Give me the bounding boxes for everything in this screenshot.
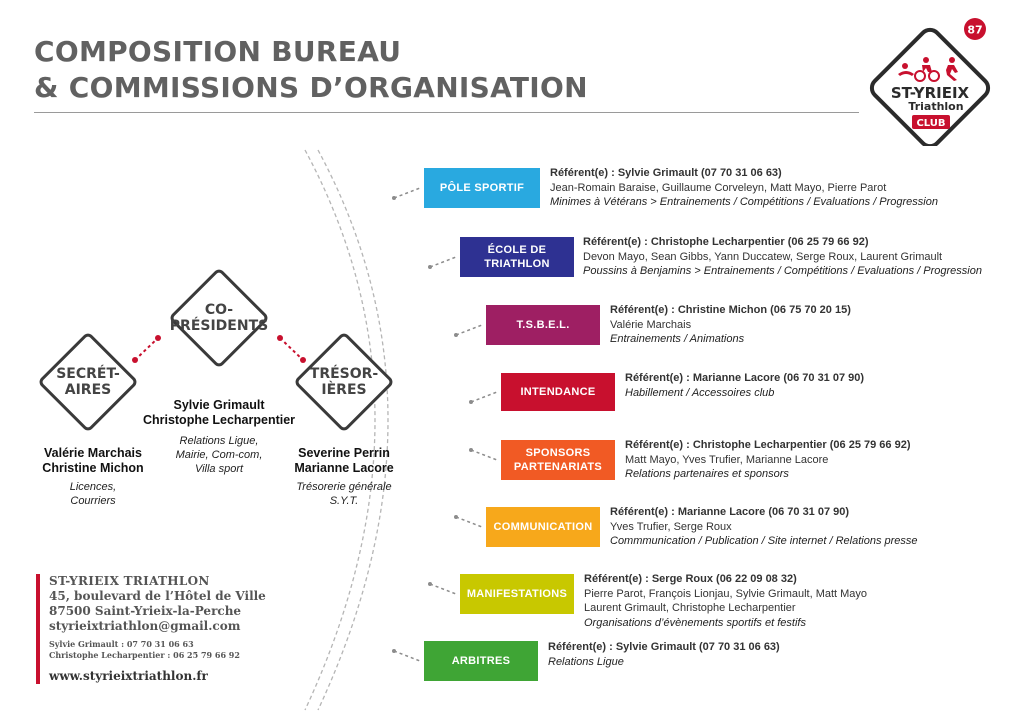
commission-members: Devon Mayo, Sean Gibbs, Yann Duccatew, Serge Roux, Laurent Grimault (583, 250, 943, 263)
commission-referent: Référent(e) : Christine Michon (06 75 70 20 15) (610, 304, 851, 316)
commission-duties: Relations Ligue (548, 655, 624, 668)
presidents-diamond (171, 270, 267, 366)
commission-connector-dot (454, 515, 458, 519)
page-title-line1: COMPOSITION BUREAU (34, 35, 402, 68)
commission-referent: Référent(e) : Marianne Lacore (06 70 31 07 90) (610, 506, 850, 518)
commission-box-tsbel (486, 305, 600, 345)
secretaries-label (40, 334, 136, 430)
commission-members-2: Laurent Grimault, Christophe Lecharpentier (584, 602, 796, 614)
commission-connector (394, 651, 420, 661)
commission-details-arbitres (548, 640, 780, 669)
presidents-duty-2: Mairie, Com-com, (175, 449, 263, 461)
presidents-label-line1: CO- (204, 302, 234, 318)
commission-details-ecole-triathlon (583, 235, 982, 279)
secretaries-duty-2: Courriers (70, 495, 116, 507)
commission-label: MANIFESTATIONS (466, 588, 568, 600)
commission-referent: Référent(e) : Sylvie Grimault (07 70 31 06 63) (550, 167, 782, 179)
logo-name-line3: CLUB (916, 118, 946, 129)
commission-duties: Entrainements / Animations (610, 333, 745, 345)
commission-details-sponsors (625, 438, 910, 482)
commission-members: Jean-Romain Baraise, Guillaume Corveleyn, Matt Mayo, Pierre Parot (550, 181, 887, 194)
presidents-label-line2: PRÉSIDENTS (169, 318, 269, 334)
page-title-line2: & COMMISSIONS D’ORGANISATION (34, 71, 588, 104)
presidents-names (139, 398, 299, 428)
treasurers-duties (279, 480, 409, 508)
contact-address-line2: 87500 Saint-Yrieix-la-Perche (49, 604, 242, 618)
commission-referent: Référent(e) : Marianne Lacore (06 70 31 07 90) (625, 372, 865, 384)
treasurers-names (279, 446, 409, 476)
commission-connector (456, 325, 482, 335)
commission-members: Matt Mayo, Yves Trufier, Marianne Lacore (625, 453, 829, 466)
contact-block (36, 574, 266, 684)
commission-label-line1: SPONSORS (525, 447, 591, 459)
logo-badge-text: 87 (967, 23, 983, 37)
contact-phone-1: Sylvie Grimault : 07 70 31 06 63 (49, 639, 194, 649)
president-name-2: Christophe Lecharpentier (142, 413, 296, 427)
commission-label-line1: ÉCOLE DE (487, 244, 547, 256)
commission-box-ecole-triathlon (460, 237, 574, 277)
commission-duties: Minimes à Vétérans > Entrainements / Compétitions / Evaluations / Progression (550, 196, 938, 208)
contact-phone-2: Christophe Lecharpentier : 06 25 79 66 92 (49, 650, 240, 660)
commission-box-pole-sportif (424, 168, 540, 208)
secretaries-names (28, 446, 158, 476)
presidents-duty-3: Villa sport (194, 463, 244, 475)
commission-connector (430, 257, 456, 267)
commission-duties: Organisations d’évènements sportifs et festifs (584, 616, 806, 629)
commission-connector (430, 584, 456, 594)
commission-connector-dot (392, 649, 396, 653)
commission-connector-dot (428, 582, 432, 586)
treasurers-duty-1: Trésorerie générale (296, 481, 392, 493)
commission-members: Valérie Marchais (610, 318, 692, 331)
commission-box-intendance (501, 373, 615, 411)
commission-connector-dot (454, 333, 458, 337)
secretary-name-2: Christine Michon (42, 461, 144, 475)
commission-connector (471, 450, 497, 460)
commission-details-intendance (625, 371, 864, 400)
commission-duties: Commmunication / Publication / Site internet / Relations presse (610, 535, 918, 547)
commission-label: T.S.B.E.L. (516, 319, 570, 331)
president-name-1: Sylvie Grimault (173, 398, 265, 412)
commission-members: Pierre Parot, François Lionjau, Sylvie Grimault, Matt Mayo (584, 587, 868, 600)
commission-duties: Relations partenaires et sponsors (625, 468, 789, 480)
contact-email[interactable]: styrieixtriathlon@gmail.com (49, 619, 241, 633)
secretaries-label-line1: SECRÉT- (56, 366, 120, 382)
commission-label: ARBITRES (451, 655, 511, 667)
secretaries-diamond (40, 334, 136, 430)
commission-details-tsbel (610, 303, 851, 347)
logo-name-line2: Triathlon (908, 100, 964, 113)
commission-box-communication (486, 507, 600, 547)
commission-label: PÔLE SPORTIF (439, 182, 525, 194)
commission-duties: Habillement / Accessoires club (625, 386, 775, 399)
treasurers-label-line1: TRÉSOR- (309, 366, 379, 382)
commission-details-pole-sportif (550, 166, 938, 210)
commission-connector (456, 517, 482, 527)
commission-connector-dot (392, 196, 396, 200)
commission-referent: Référent(e) : Serge Roux (06 22 09 08 32) (584, 573, 797, 585)
commission-referent: Référent(e) : Sylvie Grimault (07 70 31 06 63) (548, 641, 780, 653)
commission-box-arbitres (424, 641, 538, 681)
presidents-duties (149, 434, 289, 476)
commission-details-manifestations (584, 572, 867, 630)
treasurer-name-2: Marianne Lacore (294, 461, 394, 475)
presidents-label (171, 270, 267, 366)
contact-address-line1: 45, boulevard de l’Hôtel de Ville (49, 589, 266, 603)
commission-referent: Référent(e) : Christophe Lecharpentier (06 25 79 66 92) (583, 236, 869, 248)
commission-details-communication (610, 505, 918, 549)
commission-referent: Référent(e) : Christophe Lecharpentier (06 25 79 66 92) (625, 439, 911, 451)
commission-box-manifestations (460, 574, 574, 614)
commission-label-line2: PARTENARIATS (513, 461, 603, 473)
treasurers-label (296, 334, 392, 430)
commission-members: Yves Trufier, Serge Roux (610, 520, 732, 533)
commission-connector (394, 188, 420, 198)
commission-label: INTENDANCE (520, 386, 596, 398)
commission-connector (471, 392, 497, 402)
commission-connector-dot (469, 400, 473, 404)
commission-connector-dot (469, 448, 473, 452)
treasurers-diamond (296, 334, 392, 430)
treasurers-label-line2: IÈRES (321, 382, 367, 398)
logo-name-line1: ST-YRIEIX (890, 84, 970, 102)
commission-box-sponsors (501, 440, 615, 480)
secretary-name-1: Valérie Marchais (44, 446, 142, 460)
secretaries-label-line2: AIRES (64, 382, 112, 398)
secretaries-duty-1: Licences, (69, 481, 117, 493)
contact-website-link[interactable]: www.styrieixtriathlon.fr (49, 669, 208, 683)
secretaries-duties (38, 480, 148, 508)
commission-connector-dot (428, 265, 432, 269)
contact-club-name: ST-YRIEIX TRIATHLON (49, 574, 210, 588)
commission-duties: Poussins à Benjamins > Entrainements / Compétitions / Evaluations / Progression (583, 265, 982, 277)
presidents-duty-1: Relations Ligue, (179, 435, 259, 447)
treasurer-name-1: Severine Perrin (298, 446, 390, 460)
treasurers-duty-2: S.Y.T. (329, 495, 359, 507)
commission-label: COMMUNICATION (493, 521, 593, 533)
commission-label-line2: TRIATHLON (484, 258, 550, 270)
